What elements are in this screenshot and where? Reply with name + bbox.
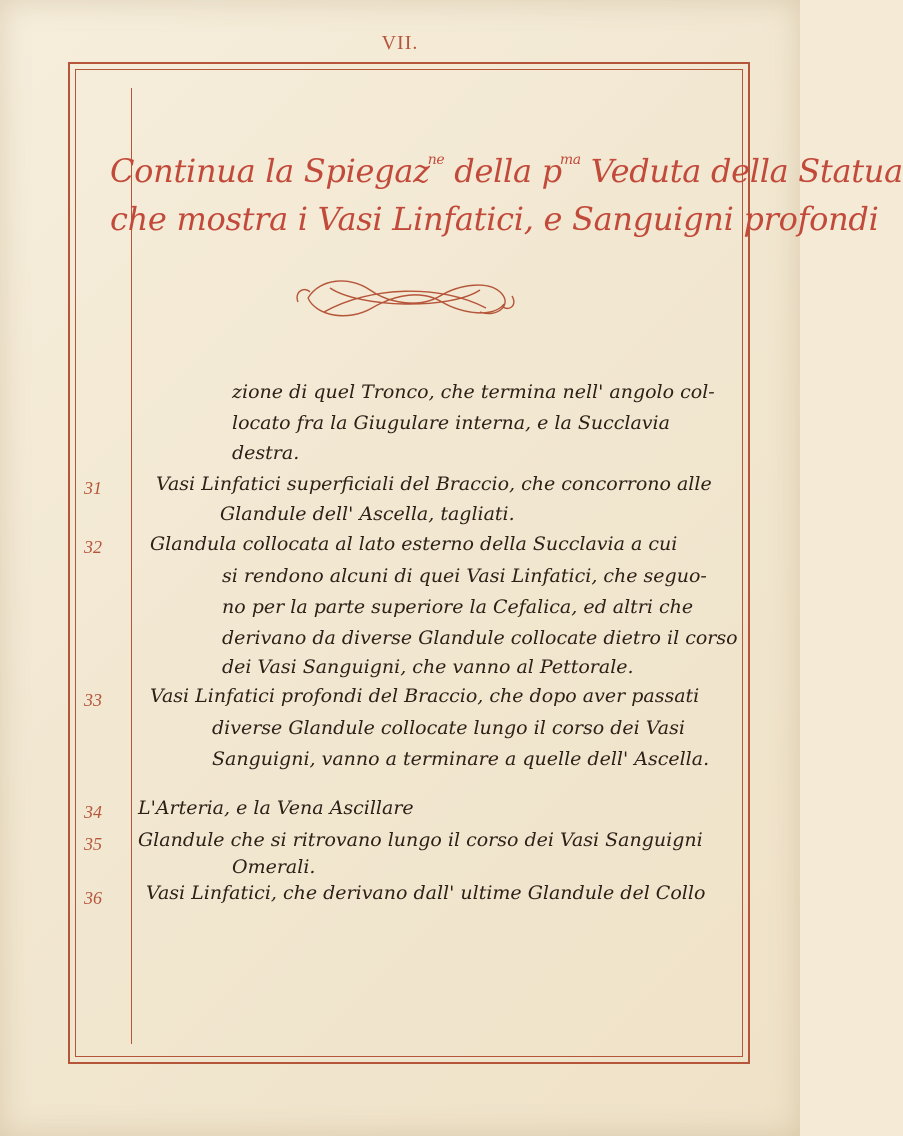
entry-number: 34 — [84, 802, 102, 822]
entry-line: destra. — [232, 442, 300, 464]
entry-line: Glandule che si ritrovano lungo il corso dei Vasi Sanguigni — [138, 829, 703, 851]
title-sup-ne: ne — [427, 152, 445, 168]
entry-line: Glandule dell' Ascella, tagliati. — [220, 503, 515, 525]
entry-line: locato fra la Giugulare interna, e la Succlavia — [232, 412, 670, 434]
entry-line: si rendono alcuni di quei Vasi Linfatici, che seguo- — [222, 565, 707, 587]
entry-line: no per la parte superiore la Cefalica, ed altri che — [222, 596, 694, 618]
entry-line: Glandula collocata al lato esterno della Succlavia a cui — [150, 533, 678, 555]
title-part-a: Continua la Spiegaz — [110, 152, 430, 190]
entry-line: L'Arteria, e la Vena Ascillare — [138, 797, 414, 819]
entry-line: Vasi Linfatici superficiali del Braccio, che concorrono alle — [156, 473, 712, 495]
title-part-c: Veduta della Statua — [580, 152, 903, 190]
entry-line: Sanguigni, vanno a terminare a quelle dell' Ascella. — [212, 748, 710, 770]
entry-number: 35 — [84, 834, 102, 854]
entry-line: dei Vasi Sanguigni, che vanno al Pettorale. — [222, 656, 634, 678]
entry-number: 33 — [84, 690, 102, 710]
entry-number: 32 — [84, 537, 102, 557]
title-sup-ma: ma — [559, 152, 581, 168]
entry-line: zione di quel Tronco, che termina nell' angolo col- — [232, 381, 715, 403]
entry-number: 36 — [84, 888, 102, 908]
entry-line: Omerali. — [232, 856, 316, 878]
title-line-1 — [110, 152, 903, 190]
calligraphic-flourish-ornament — [290, 268, 520, 330]
entry-line: Vasi Linfatici, che derivano dall' ultime Glandule del Collo — [146, 882, 706, 904]
entry-number: 31 — [84, 478, 102, 498]
title-part-b: della p — [444, 152, 562, 190]
entry-line: Vasi Linfatici profondi del Braccio, che dopo aver passati — [150, 685, 700, 707]
page-number: VII. — [381, 32, 419, 54]
entry-line: derivano da diverse Glandule collocate dietro il corso — [222, 627, 738, 649]
entry-line: diverse Glandule collocate lungo il corso dei Vasi — [212, 717, 685, 739]
title-line-2: che mostra i Vasi Linfatici, e Sanguigni profondi — [110, 200, 879, 238]
